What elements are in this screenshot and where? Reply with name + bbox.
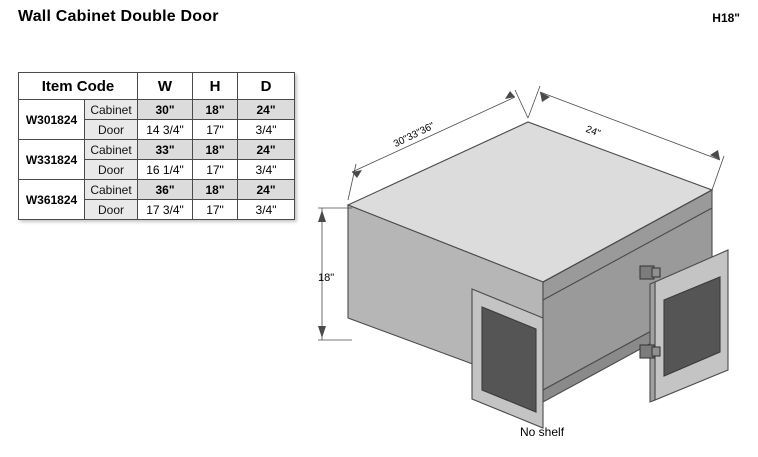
- item-code-cell: W301824: [19, 100, 85, 140]
- cabinet-depth: 24": [238, 140, 295, 160]
- column-header-d: D: [238, 73, 295, 100]
- cabinet-width: 30": [138, 100, 193, 120]
- sub-label-cabinet: Cabinet: [85, 180, 138, 200]
- door-height: 17": [193, 120, 238, 140]
- page-title: Wall Cabinet Double Door: [18, 8, 219, 25]
- door-depth: 3/4": [238, 120, 295, 140]
- cabinet-width: 33": [138, 140, 193, 160]
- cabinet-depth: 24": [238, 100, 295, 120]
- hinge-icon: [652, 347, 660, 356]
- door-width: 14 3/4": [138, 120, 193, 140]
- cabinet-height: 18": [193, 100, 238, 120]
- door-width: 16 1/4": [138, 160, 193, 180]
- sub-label-door: Door: [85, 200, 138, 220]
- item-code-cell: W331824: [19, 140, 85, 180]
- item-code-cell: W361824: [19, 180, 85, 220]
- table-header-row: [19, 73, 295, 100]
- height-tag: H18": [712, 11, 740, 25]
- dimension-label-depth: 24": [584, 124, 602, 140]
- dimension-label-width: 30"33"36": [392, 120, 437, 150]
- door-height: 17": [193, 160, 238, 180]
- door-depth: 3/4": [238, 160, 295, 180]
- door-width: 17 3/4": [138, 200, 193, 220]
- sub-label-cabinet: Cabinet: [85, 140, 138, 160]
- column-header-h: H: [193, 73, 238, 100]
- sub-label-cabinet: Cabinet: [85, 100, 138, 120]
- sub-label-door: Door: [85, 160, 138, 180]
- door-right-edge: [650, 282, 655, 402]
- sub-label-door: Door: [85, 120, 138, 140]
- door-height: 17": [193, 200, 238, 220]
- column-header-w: W: [138, 73, 193, 100]
- table-row: [19, 140, 295, 160]
- no-shelf-note: No shelf: [520, 425, 565, 439]
- cabinet-width: 36": [138, 180, 193, 200]
- spec-table: [18, 72, 295, 220]
- table-row: [19, 100, 295, 120]
- hinge-icon: [652, 268, 660, 277]
- column-header-item-code: Item Code: [19, 73, 138, 100]
- cabinet-height: 18": [193, 140, 238, 160]
- cabinet-isometric-drawing: [300, 60, 750, 440]
- cabinet-depth: 24": [238, 180, 295, 200]
- cabinet-height: 18": [193, 180, 238, 200]
- dimension-label-height: 18": [318, 272, 335, 284]
- door-depth: 3/4": [238, 200, 295, 220]
- table-row: [19, 180, 295, 200]
